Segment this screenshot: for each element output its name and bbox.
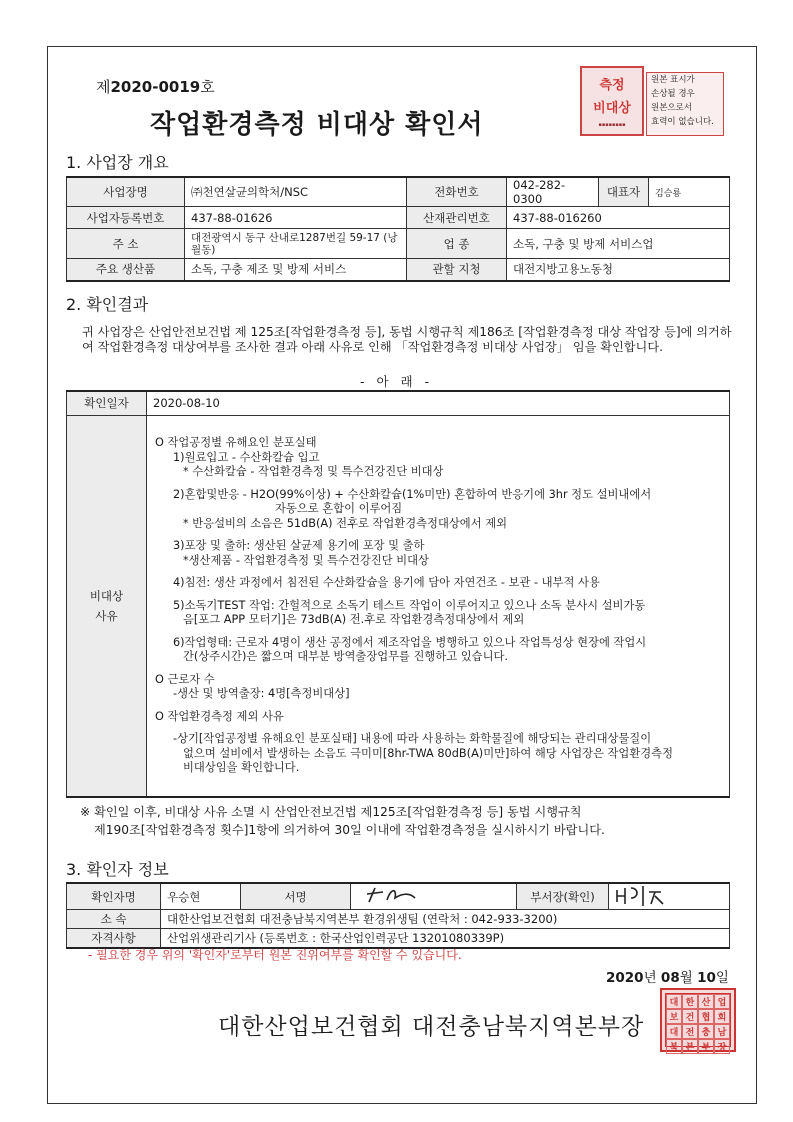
bullet-exclusion: O 작업환경측정 제외 사유 [155, 709, 284, 723]
table-row [67, 910, 730, 929]
business-overview-table [66, 176, 730, 282]
process-1: 1)원료입고 - 수산화칼슘 입고 [173, 450, 320, 464]
process-5: 5)소독기TEST 작업: 간헐적으로 소독기 테스트 작업이 이루어지고 있으나 소독 분사시 설비가동 [173, 598, 646, 612]
verification-note: - 필요한 경우 위의 '확인자'로부터 원본 진위여부를 확인할 수 있습니다. [88, 948, 462, 962]
non-target-stamp: 측정 비대상 ▪▪▪▪▪▪▪▪ [580, 66, 644, 136]
issuing-organization: 대한산업보건협회 대전충남북지역본부장 [218, 1014, 645, 1040]
industry: 소독, 구충 및 방제 서비스업 [507, 229, 730, 259]
process-2: 2)혼합및반응 - H2O(99%이상) + 수산화칼슘(1%미만) 혼합하여 반응기에 3hr 정도 설비내에서 [173, 487, 652, 501]
manager-signature [609, 883, 730, 910]
label-address: 주 소 [67, 229, 185, 259]
table-row [67, 207, 730, 229]
section-1-title: 1. 사업장 개요 [66, 153, 169, 172]
label-main-product: 주요 생산품 [67, 259, 185, 281]
ceo-name: 김승룡 [649, 177, 730, 207]
qualification: 산업위생관리기사 (등록번호 : 한국산업인력공단 13201080339P) [161, 929, 730, 948]
section-2-title: 2. 확인결과 [66, 295, 149, 314]
section-3-title: 3. 확인자 정보 [66, 860, 169, 879]
signature-scribble [357, 884, 437, 906]
bullet-workers: O 근로자 수 [155, 672, 215, 686]
label-registration-no: 사업자등록번호 [67, 207, 185, 229]
reason-content [147, 415, 730, 797]
bullet-process: O 작업공정별 유해요인 분포실태 [155, 436, 317, 449]
registration-no: 437-88-01626 [185, 207, 407, 229]
label-ceo: 대표자 [599, 177, 649, 207]
process-1-note: * 수산화칼슘 - 작업환경측정 및 특수건강진단 비대상 [183, 465, 444, 478]
intro-paragraph: 귀 사업장은 산업안전보건법 제 125조[작업환경측정 등], 동법 시행규칙 제186조 [작업환경측정 대상 작업장 등]에 의거하여 작업환경측정 대상여부를 조사한 결과 아래 사유로 인해 「작업환경측정 비대상 사업장」 임을 확인합니다. [82, 325, 732, 354]
phone: 042-282-0300 [507, 177, 599, 207]
table-row [67, 391, 730, 415]
label-branch: 관할 지청 [407, 259, 507, 281]
label-phone: 전화번호 [407, 177, 507, 207]
issue-date: 2020년 08월 10일 [606, 970, 729, 986]
table-row [67, 177, 730, 207]
below-heading: - 아 래 - [360, 374, 434, 389]
verifier-name: 우승현 [161, 883, 241, 910]
exclusion-line-1: -상기[작업공정별 유해요인 분포실태] 내용에 따라 사용하는 화학물질에 해당되는 관리대상물질이 [173, 732, 652, 745]
manager-signature-scribble [615, 884, 685, 906]
check-date: 2020-08-10 [147, 391, 730, 415]
label-verifier-name: 확인자명 [67, 883, 161, 910]
label-insurance-no: 산재관리번호 [407, 207, 507, 229]
label-business-name: 사업장명 [67, 177, 185, 207]
process-5-cont: 음[포그 APP 모터기]은 73dB(A) 전.후로 작업환경측정대상에서 제외 [183, 613, 525, 626]
process-6: 6)작업형태: 근로자 4명이 생산 공정에서 제조작업을 병행하고 있으나 작업특성상 현장에 작업시 [173, 635, 647, 649]
label-manager: 부서장(확인) [517, 883, 609, 910]
label-reason: 비대상 사유 [67, 415, 147, 797]
label-industry: 업 종 [407, 229, 507, 259]
insurance-no: 437-88-016260 [507, 207, 730, 229]
process-6-cont: 간(상주시간)은 짧으며 대부분 방역출장업무를 진행하고 있습니다. [183, 650, 509, 663]
label-signature: 서명 [241, 883, 351, 910]
label-check-date: 확인일자 [67, 391, 147, 415]
process-2-note: * 반응설비의 소음은 51dB(A) 전후로 작업환경측정대상에서 제외 [183, 516, 508, 530]
page-title: 작업환경측정 비대상 확인서 [150, 110, 484, 140]
official-seal: 대 한 산 업 보 건 협 회 대 전 충 남 북 본 부 장 [660, 988, 736, 1052]
process-2-cont: 자동으로 혼합이 이루어짐 [275, 502, 403, 515]
business-name: ㈜천연살균의학처/NSC [185, 177, 407, 207]
table-row [67, 229, 730, 259]
table-row [67, 259, 730, 281]
process-3-note: *생산제품 - 작업환경측정 및 특수건강진단 비대상 [183, 553, 429, 567]
main-product: 소독, 구충 제조 및 방제 서비스 [185, 259, 407, 281]
process-3: 3)포장 및 출하: 생산된 살균제 용기에 포장 및 출하 [173, 539, 425, 552]
verifier-table [66, 882, 730, 949]
signature [351, 883, 517, 910]
process-4: 4)침전: 생산 과정에서 침전된 수산화칼슘을 용기에 담아 자연건조 - 보관 - 내부적 사용 [173, 576, 600, 589]
affiliation: 대한산업보건협회 대전충남북지역본부 환경위생팀 (연락처 : 042-933-3200) [161, 910, 730, 929]
table-row [67, 415, 730, 797]
branch: 대전지방고용노동청 [507, 259, 730, 281]
exclusion-line-3: 비대상임을 확인합니다. [183, 761, 300, 774]
label-affiliation: 소 속 [67, 910, 161, 929]
notice: ※ 확인일 이후, 비대상 사유 소멸 시 산업안전보건법 제125조[작업환경측정 등] 동법 시행규칙 제190조[작업환경측정 횟수]1항에 의거하여 30일 이내에 작업환경측정을 실시하시기 바랍니다. [80, 805, 605, 837]
result-table [66, 390, 730, 798]
exclusion-line-2: 없으며 설비에서 발생하는 소음도 극미미[8hr-TWA 80dB(A)미만]하여 해당 사업장은 작업환경측정 [183, 746, 673, 760]
document-number: 제2020-0019호 [96, 78, 215, 96]
workers-value: -생산 및 방역출장: 4명[측정비대상] [173, 687, 350, 700]
table-row [67, 883, 730, 910]
stamp-notice: 원본 표시가 손상될 경우 원본으로서 효력이 없습니다. [646, 72, 724, 136]
table-row [67, 929, 730, 948]
address: 대전광역시 동구 산내로1287번길 59-17 (낭월동) [185, 229, 407, 259]
label-qualification: 자격사항 [67, 929, 161, 948]
